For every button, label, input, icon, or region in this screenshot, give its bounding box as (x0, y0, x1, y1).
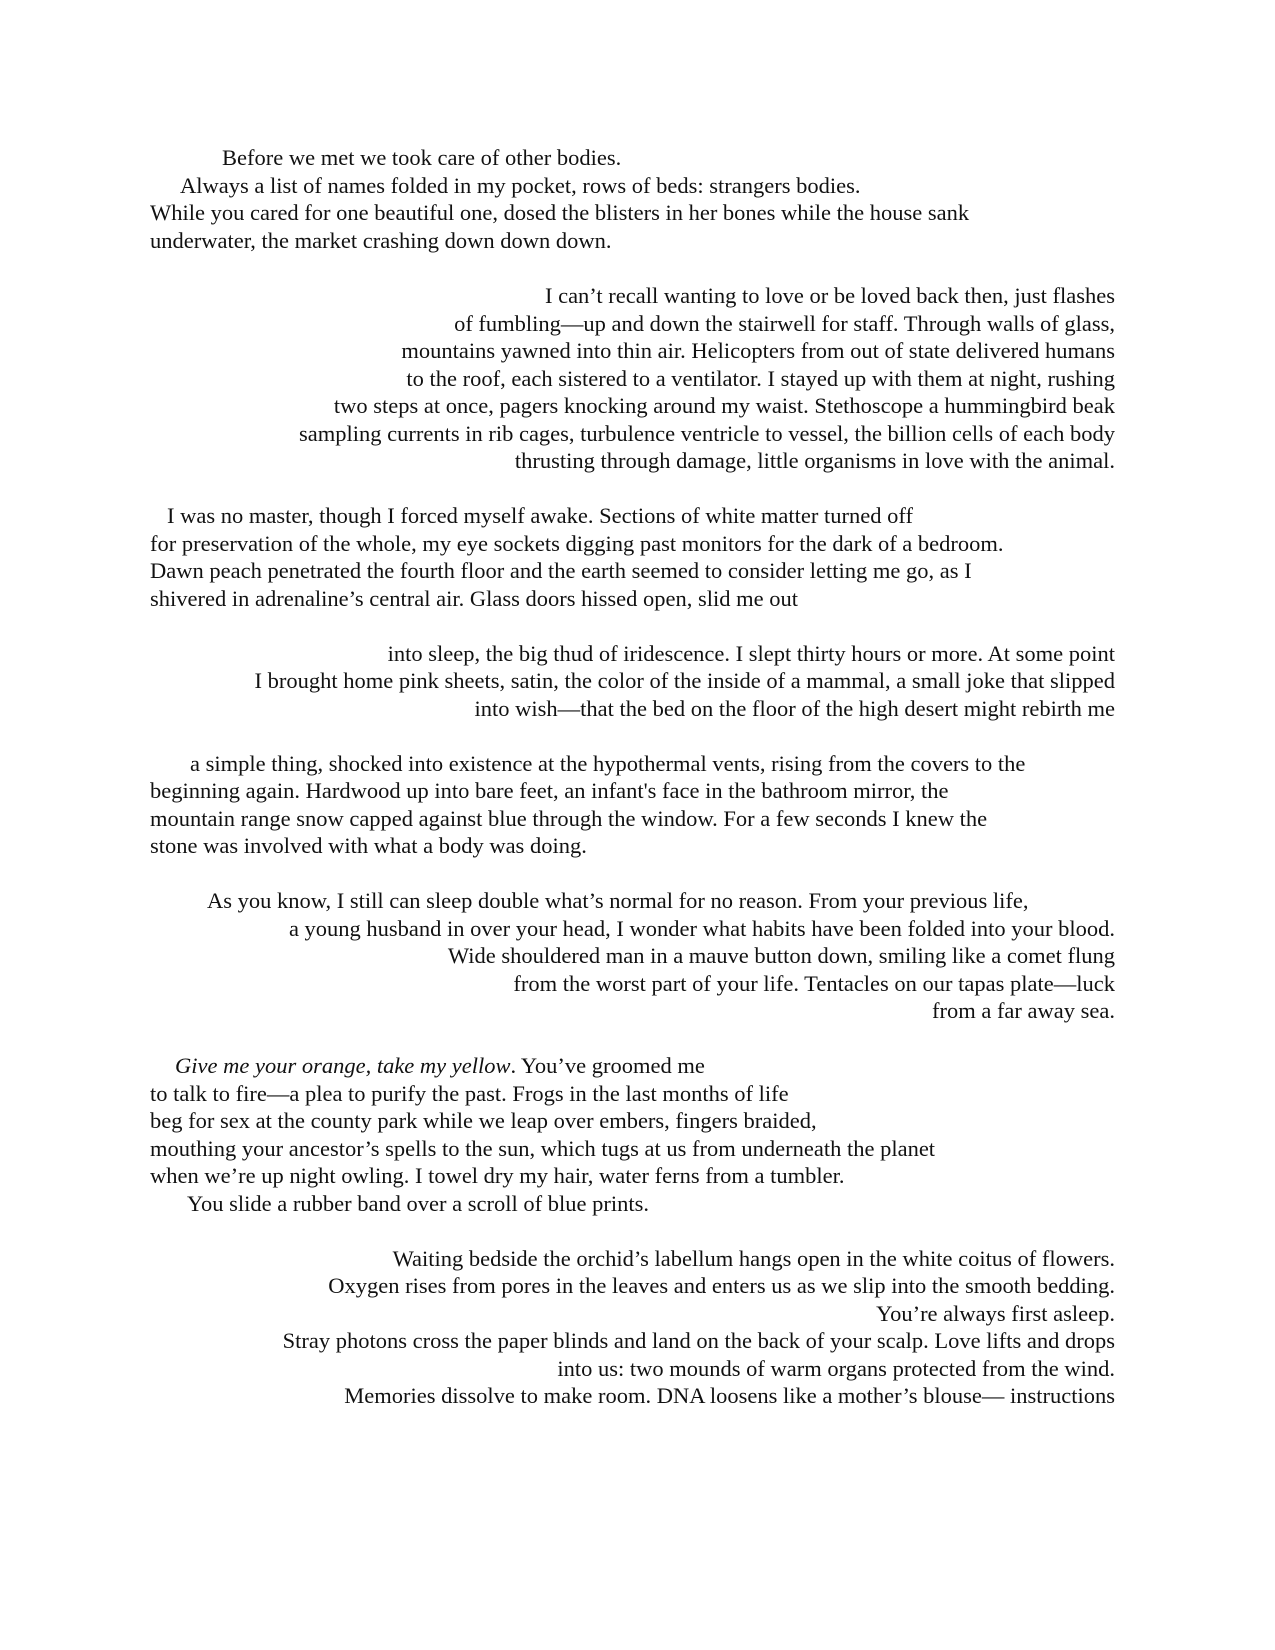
poem-line: beg for sex at the county park while we leap over embers, fingers braided, (150, 1108, 817, 1133)
poem-line: stone was involved with what a body was doing. (150, 833, 587, 858)
poem-line: As you know, I still can sleep double what’s normal for no reason. From your previous life, (207, 888, 1029, 913)
poem-line: Oxygen rises from pores in the leaves and enters us as we slip into the smooth bedding. (328, 1273, 1115, 1298)
poem-line: I can’t recall wanting to love or be loved back then, just flashes (544, 283, 1115, 308)
poem-line: Waiting bedside the orchid’s labellum hangs open in the white coitus of flowers. (392, 1246, 1115, 1271)
poem-line: from a far away sea. (931, 998, 1115, 1023)
poem-line: to talk to fire—a plea to purify the past. Frogs in the last months of life (150, 1081, 789, 1106)
poem-line: I was no master, though I forced myself awake. Sections of white matter turned off (167, 503, 913, 528)
poem-line: two steps at once, pagers knocking around my waist. Stethoscope a hummingbird beak (333, 393, 1115, 418)
poem-line: a young husband in over your head, I wonder what habits have been folded into your blood. (288, 916, 1115, 941)
poem-line: a simple thing, shocked into existence at the hypothermal vents, rising from the covers to the (190, 751, 1026, 776)
poem-line: for preservation of the whole, my eye sockets digging past monitors for the dark of a bedroom. (150, 531, 1004, 556)
poem-line: Always a list of names folded in my pocket, rows of beds: strangers bodies. (180, 173, 861, 198)
poem-line: Stray photons cross the paper blinds and land on the back of your scalp. Love lifts and drops (282, 1328, 1115, 1353)
poem-line: mouthing your ancestor’s spells to the sun, which tugs at us from underneath the planet (150, 1136, 936, 1161)
poem-line: mountain range snow capped against blue through the window. For a few seconds I knew the (150, 806, 988, 831)
poem-line: You slide a rubber band over a scroll of blue prints. (187, 1191, 649, 1216)
poem-line: when we’re up night owling. I towel dry my hair, water ferns from a tumbler. (150, 1163, 845, 1188)
poem-line: underwater, the market crashing down down down. (150, 228, 612, 253)
poem-line-rest: . You’ve groomed me (510, 1053, 705, 1078)
poem-line: into us: two mounds of warm organs protected from the wind. (557, 1356, 1115, 1381)
poem-line: of fumbling—up and down the stairwell for staff. Through walls of glass, (454, 311, 1115, 336)
poem-line: Memories dissolve to make room. DNA loosens like a mother’s blouse— instructions (344, 1383, 1115, 1408)
poem-line (175, 1052, 705, 1080)
poem-line: Dawn peach penetrated the fourth floor and the earth seemed to consider letting me go, as I (150, 558, 972, 583)
poem-line: thrusting through damage, little organisms in love with the animal. (514, 448, 1115, 473)
poem-line: from the worst part of your life. Tentacles on our tapas plate—luck (513, 971, 1115, 996)
poem-line: You’re always first asleep. (876, 1301, 1115, 1326)
poem-line: into wish—that the bed on the floor of the high desert might rebirth me (474, 696, 1115, 721)
poem-italic-phrase: Give me your orange, take my yellow (175, 1053, 511, 1078)
poem-line: Before we met we took care of other bodies. (222, 145, 622, 170)
poem-line: sampling currents in rib cages, turbulence ventricle to vessel, the billion cells of each body (299, 421, 1115, 446)
poem-line: shivered in adrenaline’s central air. Glass doors hissed open, slid me out (150, 586, 798, 611)
poem-line: into sleep, the big thud of iridescence. I slept thirty hours or more. At some point (387, 641, 1115, 666)
poem-line: I brought home pink sheets, satin, the color of the inside of a mammal, a small joke that slipped (254, 668, 1115, 693)
poem-line: mountains yawned into thin air. Helicopters from out of state delivered humans (401, 338, 1115, 363)
poem-line: to the roof, each sistered to a ventilator. I stayed up with them at night, rushing (406, 366, 1115, 391)
poem-line: Wide shouldered man in a mauve button down, smiling like a comet flung (447, 943, 1115, 968)
poem-line: beginning again. Hardwood up into bare feet, an infant's face in the bathroom mirror, the (150, 778, 949, 803)
poem-line: While you cared for one beautiful one, dosed the blisters in her bones while the house sank (150, 200, 970, 225)
